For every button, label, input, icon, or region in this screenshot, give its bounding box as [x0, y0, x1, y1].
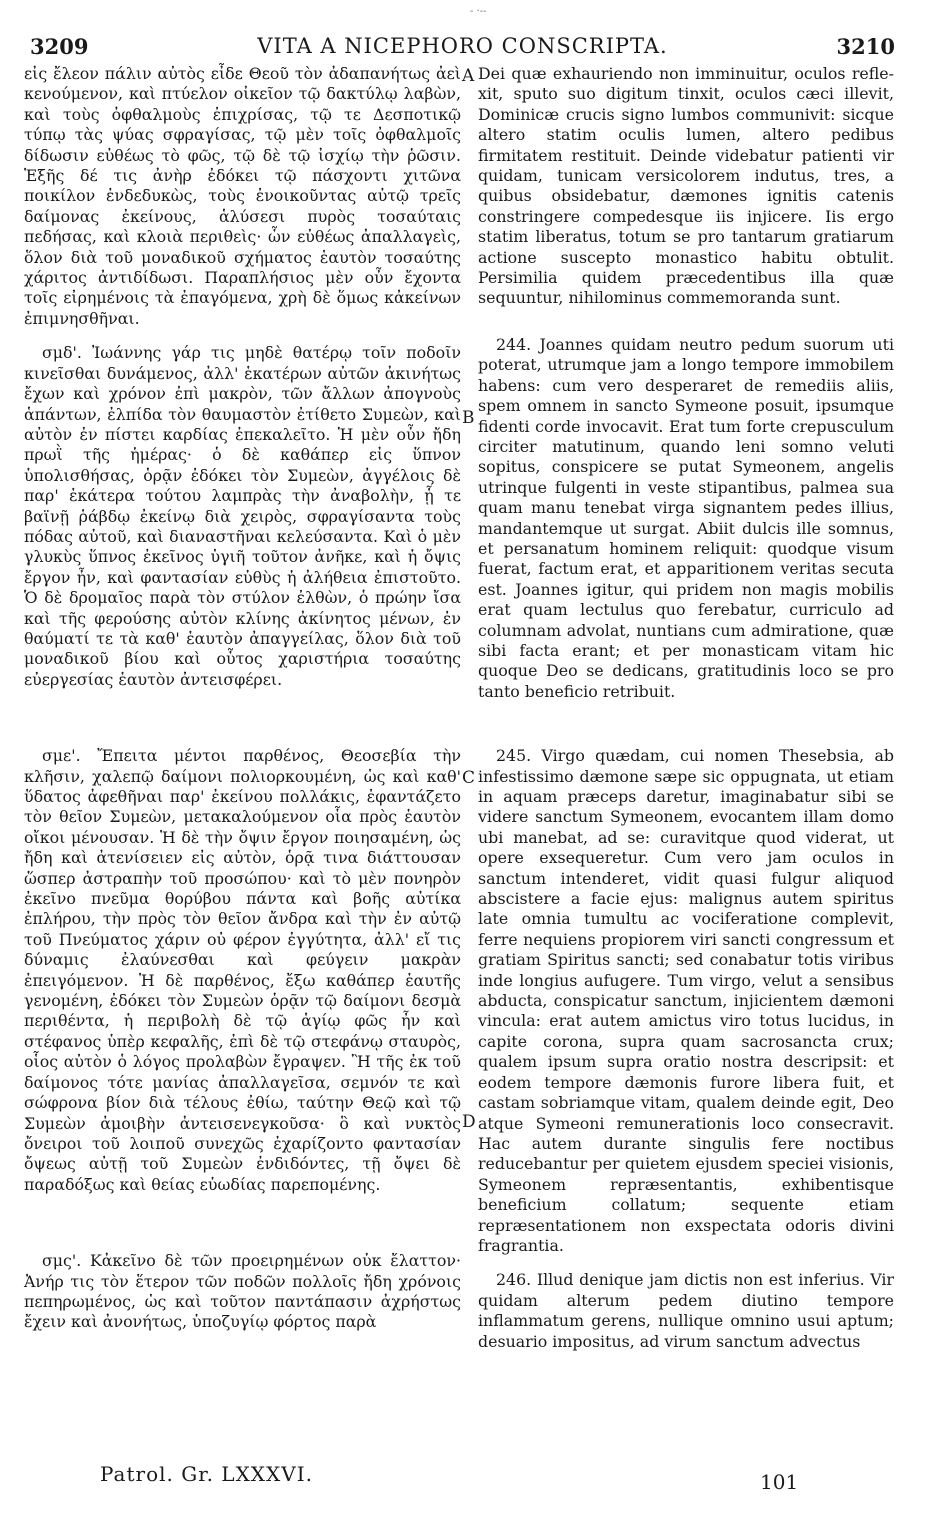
running-title: VITA A NICEPHORO CONSCRIPTA. [257, 34, 668, 58]
greek-paragraph: σμδ'. Ἰωάννης γάρ τις μηδὲ θατέρῳ τοῖν ποδοῖν κινεῖσθαι δυνάμενος, ἀλλ' ἑκατέρων αὐτῶν ἀκινήτως ἔχων καὶ χρόνον ἐπὶ μακρὸν, τῶν ἄλλων ἀπογνοὺς ἁπάντων, ἐλπίδα τὸν θαυμαστὸν ἐτίθετο Συμεὼν, καὶ αὐτὸν ἐν πίστει καρδίας ἐπεκαλεῖτο. Ἡ μὲν οὖν ἤδη πρωῒ τῆς ἡμέρας· ὁ δὲ καθάπερ εἰς ὕπνον ὑπολισθήσας, ὁρᾷν ἐδόκει τὸν Συμεὼν, ἀγγέλοις δὲ παρ' ἑκάτερα τούτου λαμπρὰς τὴν ἀναβολὴν, ᾗ τε βαϊνῇ ῥάβδῳ ἐκείνῳ διὰ χειρὸς, σφραγίσαντα τοὺς πόδας αὐτοῦ, καὶ διαναστῆναι κελεύσαντα. Καὶ ὁ μὲν γλυκὺς ὕπνος ἐκεῖνος ὑγιῆ τοῦτον ἀνῆκε, καὶ ἡ ὄψις ἔργον ἦν, καὶ φαντασίαν εὐθὺς ἡ ἀλήθεια ἐπιστοῦτο. Ὁ δὲ δρομαῖος παρὰ τὸν στύλον ἐλθὼν, ὁ πρώην ἴσα καὶ τῆς φερούσης αὐτὸν κλίνης ἀκίνητος μένων, ἐν θαύματί τε τὰ καθ' ἑαυτὸν ἀπαγγείλας, ὅλον διὰ τοῦ μοναδικοῦ βίου καὶ οὗτος χαριστήρια τοσαύτης εὐεργεσίας ἑαυτὸν ἀντεισφέρει. [24, 343, 461, 689]
left-page-number: 3209 [30, 34, 89, 59]
running-header [30, 34, 895, 64]
margin-letter-b: B [462, 408, 475, 428]
greek-column [24, 64, 461, 1347]
latin-paragraph: 245. Virgo quædam, cui nomen Thesebsia, ab infestissimo dæmone sæpe sic oppugnata, ut etiam in aquam præceps daretur, imaginabatur sibi se videre sanctum Symeonem, evocantem illam domo ubi manebat, ad se: curavitque quod viderat, ut opere exsequeretur. Cum vero jam oculos in sanctum intenderet, vidit quasi fulgur aliquod abscistere a facie ejus: malignus autem spiritus late omnia tumultu ac vociferatione complevit, ferre nequiens propiorem viri sancti congressum et gratiam Spiritus sancti; sed conabatur totis viribus inde longius aufugere. Tum virgo, velut a sensibus abducta, conspicatur sanctum, injicientem dæmoni vincula: erat autem amictus viro totus lucidus, in capite corona, supra quam sacrosancta crux; qualem ipsum supra oratio nostra descripsit: et eodem tempore dæmonis furore libera fuit, et castam sobriamque vitam, qualem deinde egit, Deo atque Symeoni remunerationis loco consecravit. Hac autem durante singulis fere noctibus reducebantur per quietem ejusdem speciei visionis, Symeonem repræsentantis, exhibentisque beneficium collatum; sequente etiam repræsentationem non exspectata odoris divini fragrantia. [478, 746, 894, 1255]
greek-paragraph: σμς'. Κἀκεῖνο δὲ τῶν προειρημένων οὐκ ἔλαττον· Ἀνήρ τις τὸν ἕτερον τῶν ποδῶν πολλοῖς ἤδη χρόνοις πεπηρωμένος, ὡς καὶ τοῦτον παντάπασιν ἀχρήστως ἔχειν καὶ ἀνονήτως, ὑποζυγίῳ φόρτος παρὰ [24, 1251, 461, 1332]
right-page-number: 3210 [836, 34, 895, 59]
sheet-number: 101 [760, 1470, 799, 1494]
margin-letter-a: A [462, 66, 475, 86]
latin-column [478, 64, 894, 1366]
signature-mark: Patrol. Gr. LXXXVI. [100, 1462, 313, 1486]
greek-paragraph: σμε'. Ἔπειτα μέντοι παρθένος, Θεοσεβία τὴν κλῆσιν, χαλεπῷ δαίμονι πολιορκουμένη, ὡς καὶ καθ' ὕδατος ἀφεθῆναι παρ' ἐκείνου πολλάκις, ἐφαντάζετο τὸν θεῖον Συμεὼν, μετακαλούμενον οἷα πρὸς ἑαυτὸν οἴκοι μένουσαν. Ἡ δὲ τὴν ὄψιν ἔργον ποιησαμένη, ὡς ἤδη καὶ ἀτενίσειεν εἰς αὐτὸν, ὁρᾷ τινα διάττουσαν ὥσπερ ἀστραπὴν τοῦ προσώπου· καὶ τὸ μὲν πονηρὸν ἐκεῖνο πνεῦμα θορύβου πάντα καὶ βοῆς αὐτίκα ἐπλήρου, τὴν πρὸς τὸν θεῖον ἄνδρα καὶ τὴν ἐν αὐτῷ τοῦ Πνεύματος χάριν οὐ φέρον ἐγγύτητα, ἀλλ' εἴ τις δύναμις ἐλαύνεσθαι καὶ φεύγειν μακρὰν ἐπειγόμενον. Ἡ δὲ παρθένος, ἔξω καθάπερ ἑαυτῆς γενομένη, ἐδόκει τὸν Συμεὼν ὁρᾷν τῷ δαίμονι δεσμὰ περιθέντα, ἡ περιβολὴ δὲ τῷ ἁγίῳ φῶς ἦν καὶ στέφανος ὑπὲρ κεφαλῆς, ἐπὶ δὲ τῷ στεφάνῳ σταυρὸς, οἷος αὐτὸν ὁ λόγος προλαβὼν ἔγραψεν. Ἢ τῆς ἐκ τοῦ δαίμονος τότε μανίας ἀπαλλαγεῖσα, σεμνόν τε καὶ σώφρονα βίον διὰ τέλους ἐθίω, ταύτην Θεῷ καὶ τῷ Συμεὼν ἀμοιβὴν ἀντεισενεγκοῦσα· ὃ καὶ νυκτὸς ὄνειροι τοῦ λοιποῦ συνεχῶς ἐχαρίζοντο φαντασίαν ὄψεως αὐτῇ τοῦ Συμεὼν ἐνδιδόντες, τῇ ὄψει δὲ παραδόξως καὶ θείας εὐωδίας παρεπομένης. [24, 746, 461, 1194]
margin-letter-d: D [462, 1112, 476, 1132]
greek-paragraph: εἰς ἔλεον πάλιν αὐτὸς εἶδε Θεοῦ τὸν ἀδαπανήτως ἀεὶ κενούμενον, καὶ πτύελον οἰκεῖον τῷ δακτύλῳ λαβὼν, καὶ τοὺς ὀφθαλμοὺς ἐπιχρίσας, τῷ τε Δεσποτικῷ τύπῳ τὰς ψύας σφραγίσας, τῷ μὲν τοῖς ὀφθαλμοῖς δίδωσιν εὐθέως τὸ φῶς, τῷ δὲ τῷ ἰσχίῳ τὴν ῥῶσιν. Ἑξῆς δέ τις ἀνὴρ ἐδόκει τῷ πάσχοντι χιτῶνα ποικίλον ἐνδεδυκὼς, τοὺς ἐνοικοῦντας αὐτῷ τρεῖς δαίμονας ἐκείνους, ἁλύσεσι πυρὸς τοσαύταις πεδήσας, καὶ κλοιὰ περιθεὶς· ὧν εὐθέως ἀπαλλαγεὶς, ὅλον διὰ τοῦ μοναδικοῦ σχήματος ἑαυτὸν τοσαύτης χάριτος ἀντιδίδωσι. Παραπλήσιος μὲν οὖν ἔχοντα τοῖς εἰρημένοις τὰ ἐπαγόμενα, χρὴ δὲ ὅμως κἀκείνων ἐπιμνησθῆναι. [24, 64, 461, 328]
margin-letter-c: C [462, 768, 476, 788]
latin-paragraph: 246. Illud denique jam dictis non est inferius. Vir quidam alterum pedem diutino tempore inflammatum gerens, nullique omnino usui aptum; desuario impositus, ad virum sanctum advectus [478, 1270, 894, 1351]
latin-paragraph: Dei quæ exhauriendo non imminuitur, oculos refle-xit, sputo suo digitum tinxit, oculos cæci illevit, Dominicæ crucis signo lumbos communivit: sicque altero statim oculis lumen, altero pedibus firmitatem restituit. Deinde videbatur patienti vir quidam, tunicam versicolorem indutus, tres, a quibus obsidebatur, dæmones ignitis catenis constringere compedesque iis injicere. Iis ergo statim liberatus, totum se pro tantarum gratiarum actione suscepto monastico habitu obtulit. Persimilia quidem præcedentibus illa quæ sequuntur, nihilominus commemoranda sunt. [478, 64, 894, 308]
print-speck: - ·-- [470, 6, 487, 17]
latin-paragraph: 244. Joannes quidam neutro pedum suorum uti poterat, utrumque jam a longo tempore immobilem habens: cum vero desperaret de remediis aliis, spem omnem in sancto Symeone posuit, ipsumque fidenti corde invocavit. Erat tum forte crepusculum circiter matutinum, quando leni somno veluti sopitus, conspicere se putat Symeonem, angelis utrinque fulgenti in veste stipantibus, palmea sua quam manu tenebat virga signantem pedes illius, mandantemque ut surgat. Abiit dulcis ille somnus, et persanatum hominem reliquit: quodque visum fuerat, factum erat, et apparitionem veritas secuta est. Joannes igitur, qui pridem non magis mobilis erat quam lectulus quo ferebatur, curriculo ad columnam advolat, nuntians cum admiratione, quæ sibi facta erant; et per monasticam vitam hic quoque Deo se dedicans, gratitudinis loco se pro tanto beneficio retribuit. [478, 334, 894, 701]
